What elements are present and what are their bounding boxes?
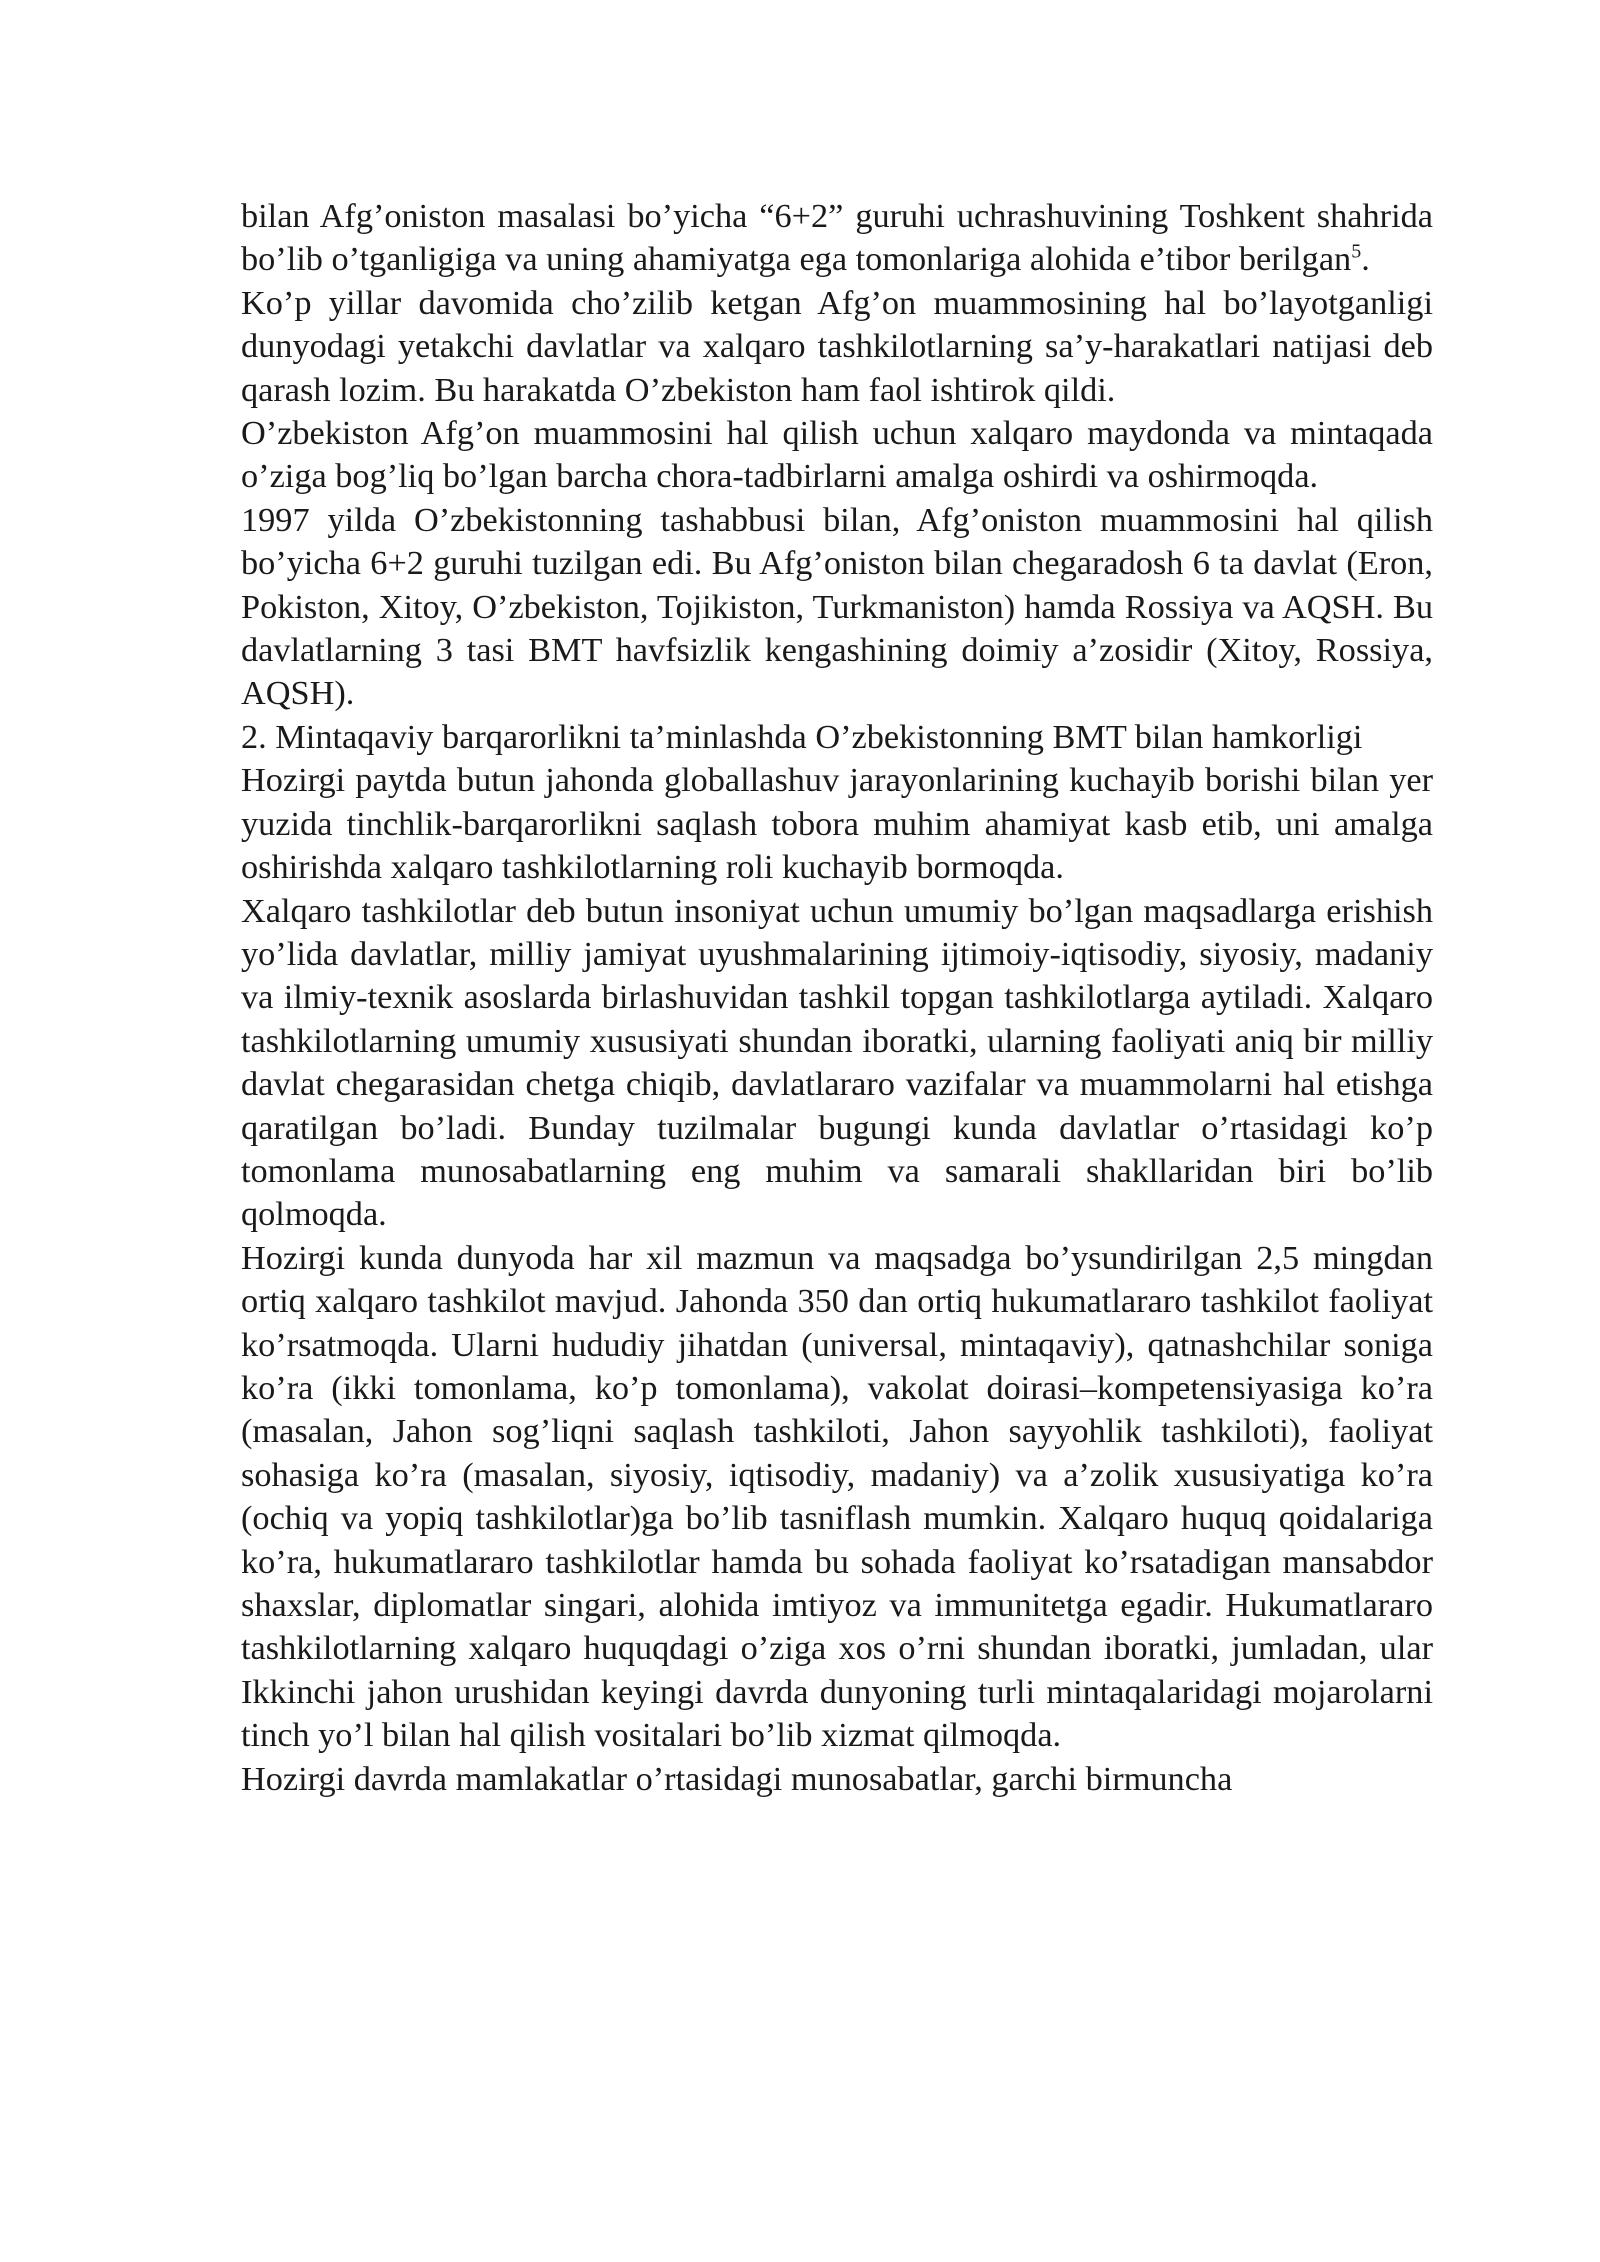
paragraph-text: bilan Afg’oniston masalasi bo’yicha “6+2” guruhi uchrashuvining Toshkent shahrida bo’lib o’tganligiga va uning ahamiyatga ega tomonlariga alohida e’tibor berilgan: [241, 197, 1433, 279]
section-heading-regional-stability: 2. Mintaqaviy barqarorlikni ta’minlashda O’zbekistonning BMT bilan hamkorligi: [241, 717, 1363, 756]
paragraph-end: .: [1361, 240, 1370, 279]
paragraph-afghan-problem: Ko’p yillar davomida cho’zilib ketgan Afg’on muammosining hal bo’layotganligi dunyodagi yetakchi davlatlar va xalqaro tashkilotlarning sa’y-harakatlari natijasi deb qarash lozim. Bu harakatda O’zbekiston ham faol ishtirok qildi.: [241, 283, 1433, 409]
paragraph-current-relations: Hozirgi davrda mamlakatlar o’rtasidagi munosabatlar, garchi birmuncha: [241, 1759, 1233, 1798]
paragraph-afghan-6plus2-meeting: [241, 195, 1433, 282]
paragraph-uzbekistan-measures: O’zbekiston Afg’on muammosini hal qilish uchun xalqaro maydonda va mintaqada o’ziga bog’liq bo’lgan barcha chora-tadbirlarni amalga oshirdi va oshirmoqda.: [241, 414, 1433, 496]
paragraph-international-organizations: Xalqaro tashkilotlar deb butun insoniyat uchun umumiy bo’lgan maqsadlarga erishish yo’lida davlatlar, milliy jamiyat uyushmalarining ijtimoiy-iqtisodiy, siyosiy, madaniy va ilmiy-texnik asoslarda birlashuvidan tashkil topgan tashkilotlarga aytiladi. Xalqaro tashkilotlarning umumiy xususiyati shundan iboratki, ularning faoliyati aniq bir milliy davlat chegarasidan chetga chiqib, davlatlararo vazifalar va muammolarni hal etishga qaratilgan bo’ladi. Bunday tuzilmalar bugungi kunda davlatlar o’rtasidagi ko’p tomonlama munosabatlarning eng muhim va samarali shakllaridan biri bo’lib qolmoqda.: [241, 891, 1433, 1234]
paragraph-1997-group: 1997 yilda O’zbekistonning tashabbusi bilan, Afg’oniston muammosini hal qilish bo’yicha 6+2 guruhi tuzilgan edi. Bu Afg’oniston bilan chegaradosh 6 ta davlat (Eron, Pokiston, Xitoy, O’zbekiston, Tojikiston, Turkmaniston) hamda Rossiya va AQSH. Bu davlatlarning 3 tasi BMT havfsizlik kengashining doimiy a’zosidir (Xitoy, Rossiya, AQSH).: [241, 500, 1433, 713]
paragraph-globalization: Hozirgi paytda butun jahonda globallashuv jarayonlarining kuchayib borishi bilan yer yuzida tinchlik-barqarorlikni saqlash tobora muhim ahamiyat kasb etib, uni amalga oshirishda xalqaro tashkilotlarning roli kuchayib bormoqda.: [241, 761, 1433, 887]
paragraph-organization-count: Hozirgi kunda dunyoda har xil mazmun va maqsadga bo’ysundirilgan 2,5 mingdan ortiq xalqaro tashkilot mavjud. Jahonda 350 dan ortiq hukumatlararo tashkilot faoliyat ko’rsatmoqda. Ularni hududiy jihatdan (universal, mintaqaviy), qatnashchilar soniga ko’ra (ikki tomonlama, ko’p tomonlama), vakolat doirasi–kompetensiyasiga ko’ra (masalan, Jahon sog’liqni saqlash tashkiloti, Jahon sayyohlik tashkiloti), faoliyat sohasiga ko’ra (masalan, siyosiy, iqtisodiy, madaniy) va a’zolik xususiyatiga ko’ra (ochiq va yopiq tashkilotlar)ga bo’lib tasniflash mumkin. Xalqaro huquq qoidalariga ko’ra, hukumatlararo tashkilotlar hamda bu sohada faoliyat ko’rsatadigan mansabdor shaxslar, diplomatlar singari, alohida imtiyoz va immunitetga egadir. Hukumatlararo tashkilotlarning xalqaro huquqdagi o’ziga xos o’rni shundan iboratki, jumladan, ular Ikkinchi jahon urushidan keyingi davrda dunyoning turli mintaqalaridagi mojarolarni tinch yo’l bilan hal qilish vositalari bo’lib xizmat qilmoqda.: [241, 1238, 1433, 1755]
document-page: [241, 195, 1433, 1801]
footnote-marker: 5: [1351, 240, 1362, 263]
